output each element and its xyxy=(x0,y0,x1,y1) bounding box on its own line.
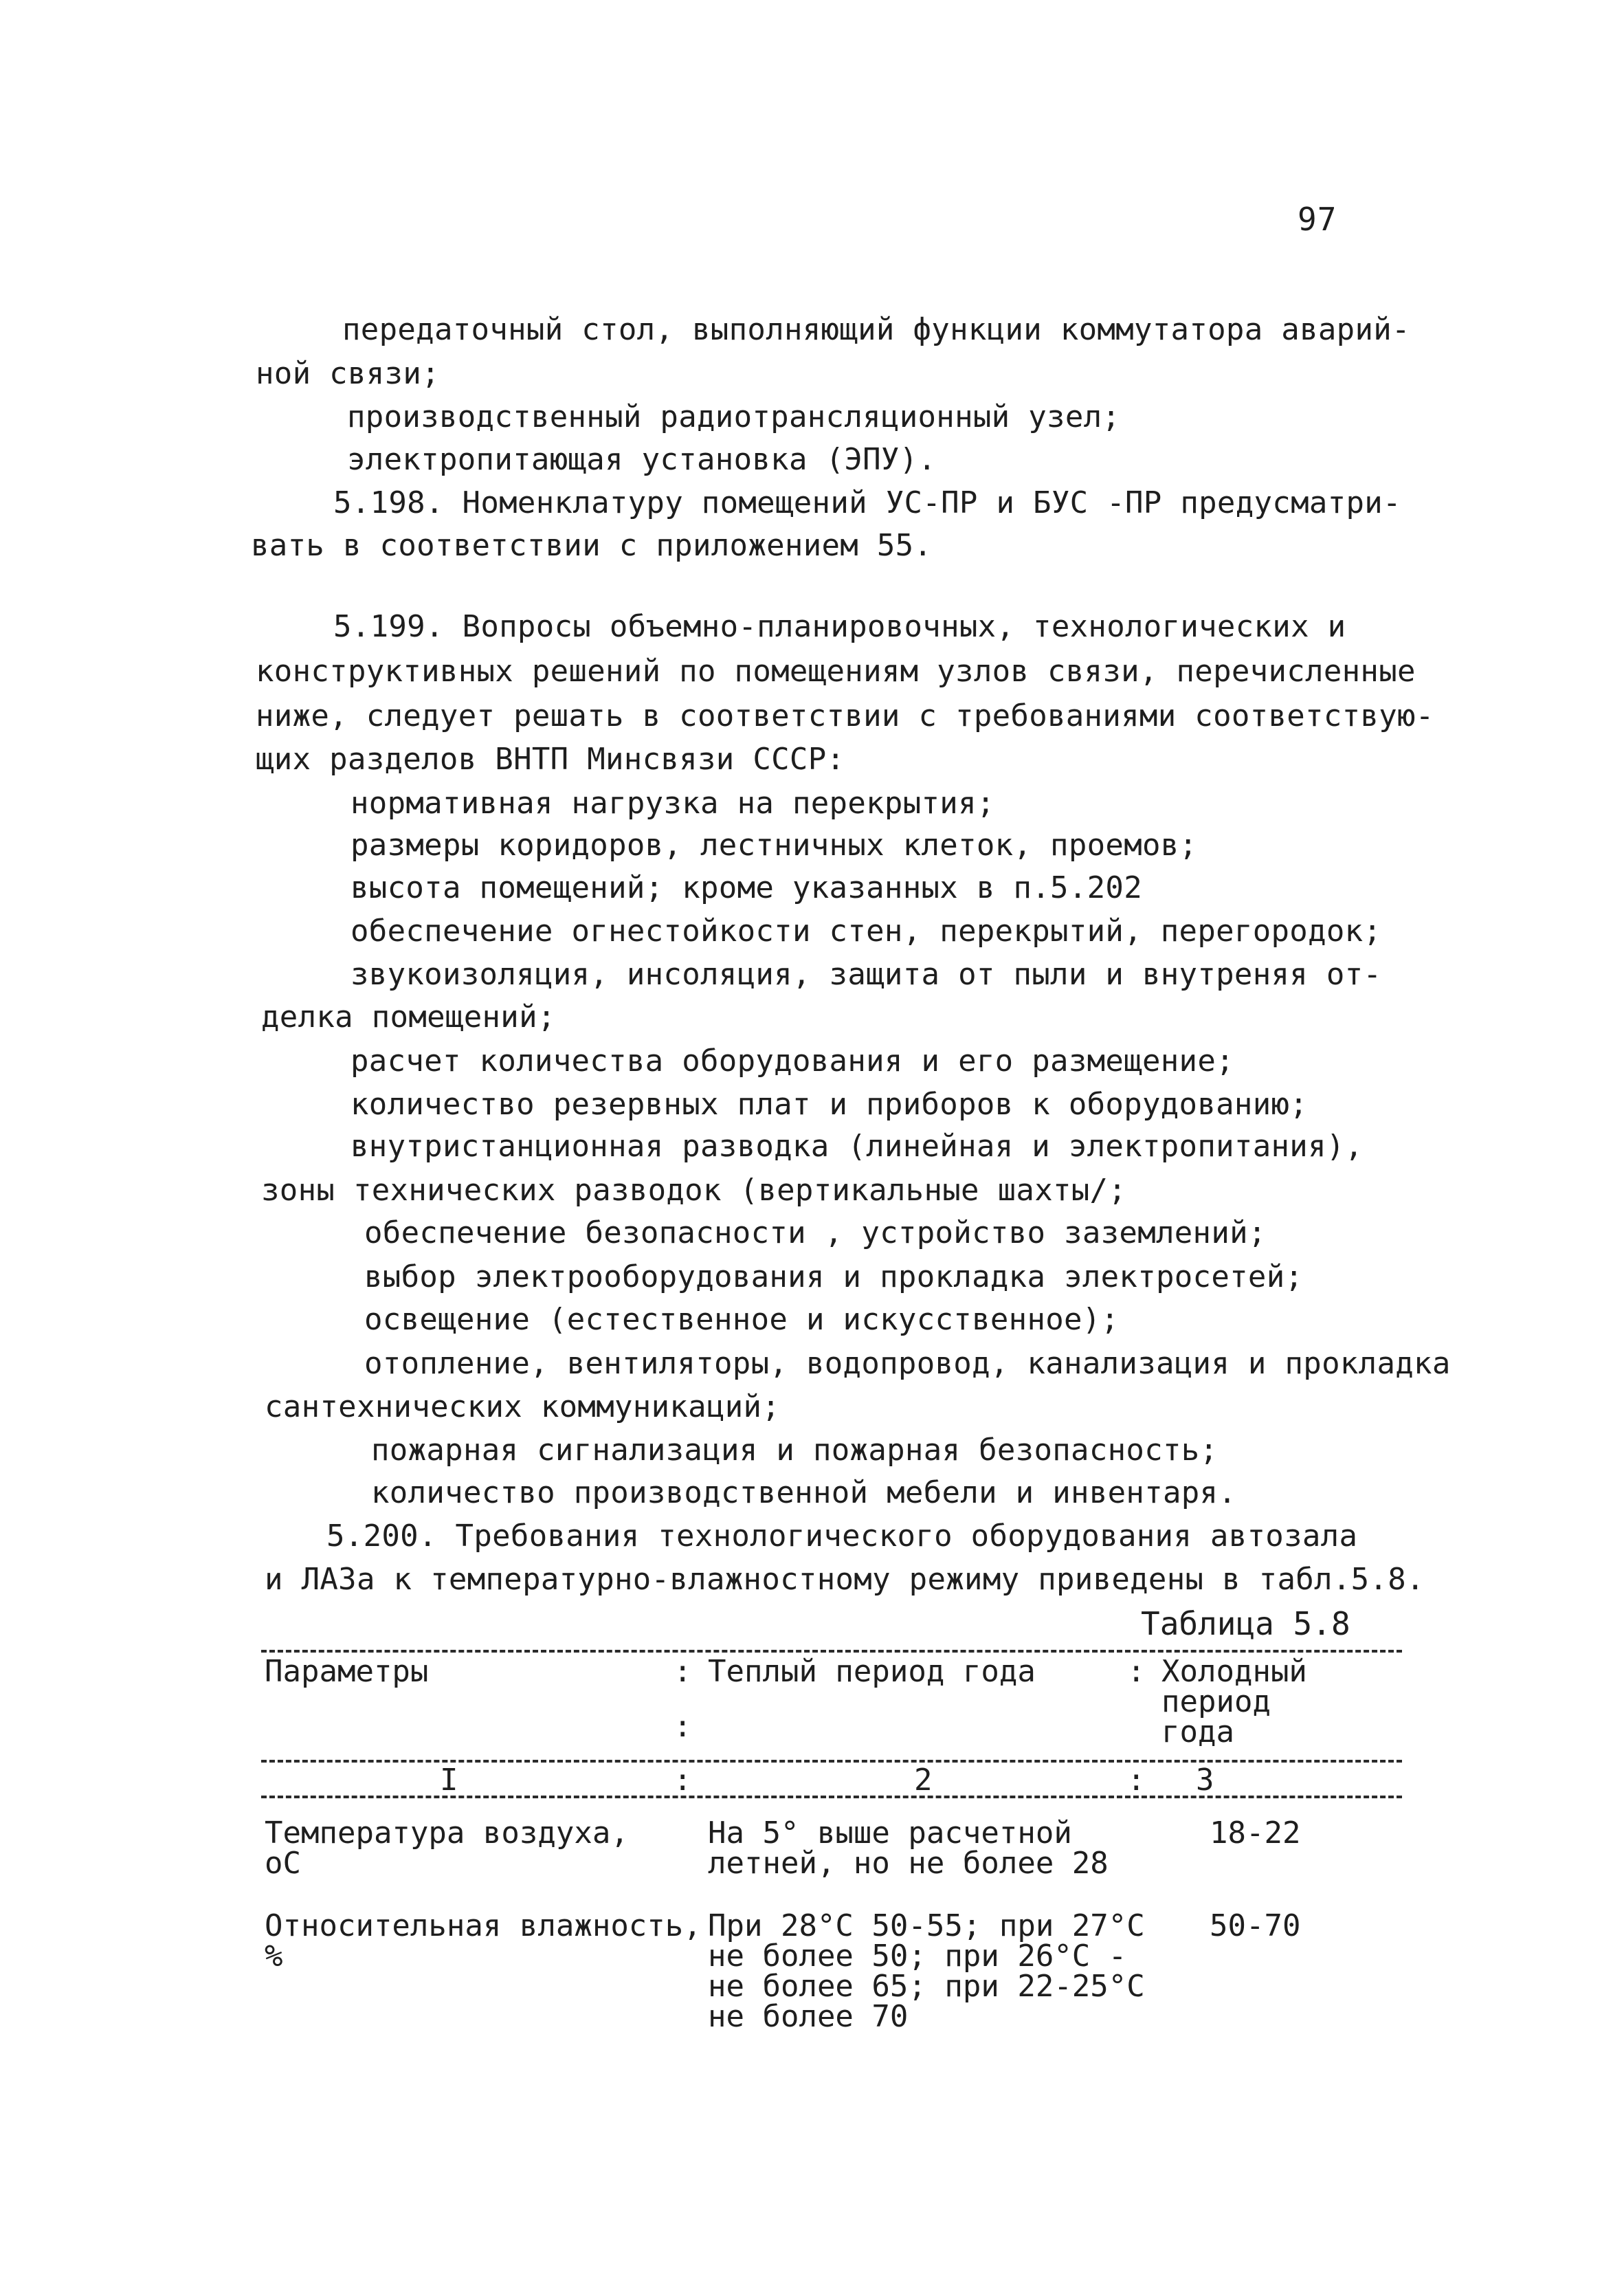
text-line: освещение (естественное и искусственное); xyxy=(364,1302,1120,1337)
text-line: количество резервных плат и приборов к оборудованию; xyxy=(351,1087,1309,1122)
text-line: количество производственной мебели и инвентаря. xyxy=(371,1475,1237,1510)
row-param: Температура воздуха, оС xyxy=(265,1815,629,1881)
column-separator: : xyxy=(1127,1763,1146,1798)
text-line: зоны технических разводок (вертикальные шахты/; xyxy=(261,1173,1127,1208)
header-warm-period: Теплый период года xyxy=(708,1654,1036,1689)
text-line: передаточный стол, выполняющий функции коммутатора аварий- xyxy=(342,312,1410,347)
text-line: производственный радиотрансляционный узел; xyxy=(347,399,1121,434)
text-line: пожарная сигнализация и пожарная безопасность; xyxy=(371,1433,1219,1468)
text-line: электропитающая установка (ЭПУ). xyxy=(347,442,937,477)
text-line: 5.198. Номенклатуру помещений УС-ПР и БУС -ПР предусматри- xyxy=(333,485,1401,520)
text-line: ной связи; xyxy=(256,356,440,391)
text-line: вать в соответствии с приложением 55. xyxy=(251,528,933,563)
text-line: и ЛАЗа к температурно-влажностному режиму приведены в табл.5.8. xyxy=(265,1562,1425,1597)
column-separator: : xyxy=(674,1763,692,1798)
row-cold: 18-22 xyxy=(1210,1815,1301,1851)
table-rule-top xyxy=(261,1650,1402,1653)
text-line: отопление, вентиляторы, водопровод, канализация и прокладка xyxy=(364,1346,1451,1381)
text-line: внутристанционная разводка (линейная и электропитания), xyxy=(351,1129,1364,1164)
text-line: обеспечение безопасности , устройство заземлений; xyxy=(364,1215,1267,1250)
text-line: 5.200. Требования технологического оборудования автозала xyxy=(326,1519,1358,1554)
text-line: щих разделов ВНТП Минсвязи СССР: xyxy=(256,742,845,777)
row-warm: На 5° выше расчетной летней, но не более 28 xyxy=(708,1815,1109,1881)
text-line: высота помещений; кроме указанных в п.5.202 xyxy=(351,870,1142,905)
row-cold: 50-70 xyxy=(1210,1908,1301,1943)
text-line: обеспечение огнестойкости стен, перекрытий, перегородок; xyxy=(351,914,1382,949)
table-rule-mid xyxy=(261,1760,1402,1763)
text-line: размеры коридоров, лестничных клеток, проемов; xyxy=(351,828,1198,863)
text-line: звукоизоляция, инсоляция, защита от пыли и внутреняя от- xyxy=(351,957,1382,992)
text-line: 5.199. Вопросы объемно-планировочных, технологических и xyxy=(333,609,1346,644)
header-parameters: Параметры xyxy=(265,1654,429,1689)
table-rule-header-bottom xyxy=(261,1796,1402,1798)
text-line: конструктивных решений по помещениям узлов связи, перечисленные xyxy=(256,654,1416,689)
table-caption: Таблица 5.8 xyxy=(1141,1605,1350,1642)
row-warm: При 28°С 50-55; при 27°С не более 50; при 26°С - не более 65; при 22-25°С не более 70 xyxy=(708,1908,1145,2034)
text-line: ниже, следует решать в соответствии с требованиями соответствую- xyxy=(256,698,1434,733)
column-separator: : xyxy=(674,1654,692,1689)
text-line: выбор электрооборудования и прокладка электросетей; xyxy=(364,1259,1304,1294)
page-number: 97 xyxy=(1298,201,1337,238)
header-cold-period: Холодный период года xyxy=(1161,1654,1307,1749)
text-line: сантехнических коммуникаций; xyxy=(265,1389,781,1424)
column-separator: : xyxy=(1127,1654,1146,1689)
column-number: 2 xyxy=(914,1763,933,1798)
text-line: делка помещений; xyxy=(261,1000,556,1035)
text-line: расчет количества оборудования и его размещение; xyxy=(351,1044,1234,1079)
row-param: Относительная влажность, % xyxy=(265,1908,702,1974)
text-line: нормативная нагрузка на перекрытия; xyxy=(351,786,995,821)
column-number: 3 xyxy=(1196,1763,1214,1798)
column-separator: : xyxy=(674,1709,692,1744)
column-number: I xyxy=(440,1763,458,1798)
